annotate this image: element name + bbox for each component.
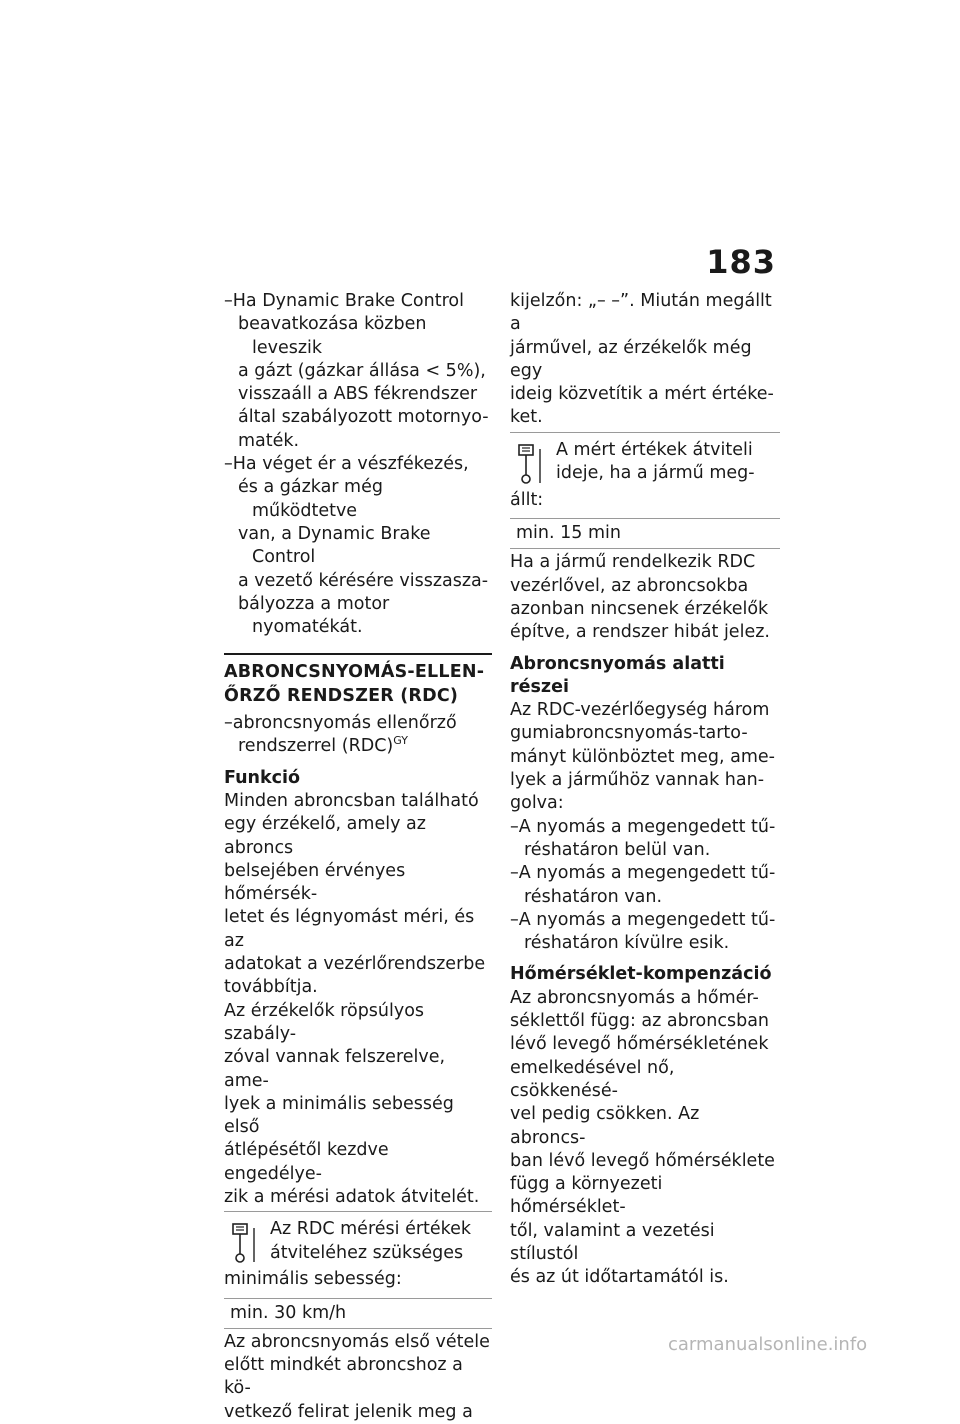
paragraph-parts: Az RDC-vezérlőegység három gumiabroncsnyomás-tarto- mányt különböztet meg, ame- lyek a járműhöz vannak han- golva: <box>510 700 775 814</box>
section-title: ABRONCSNYOMÁS-ELLEN- ŐRZŐ RENDSZER (RDC) <box>224 662 485 706</box>
dash-item-outside-tolerance: –A nyomás a megengedett tű- réshatáron kívülre esik. <box>510 909 776 954</box>
section-divider <box>224 653 492 655</box>
data-box-value: min. 30 km/h <box>224 1298 492 1328</box>
paragraph-temperature: Az abroncsnyomás a hőmér- séklettől függ: az abroncsban lévő levegő hőmérsékletének emelkedésével nő, csökkenésé- vel pedig csökken. Az abroncs- ban lévő levegő hőmérséklete függ a környezeti hőmérséklet- től, valamint a vezetési stílustól és az út időtartamától is. <box>510 987 775 1288</box>
data-box-value: min. 15 min <box>510 518 780 548</box>
data-box-min-speed: Az RDC mérési értékek átviteléhez szükséges minimális sebesség: min. 30 km/h <box>224 1211 492 1329</box>
paragraph-funkcio: Minden abroncsban található egy érzékelő, amely az abroncs belsejében érvényes hőmérsék- letet és légnyomást méri, és az adatokat a vezérlőrendszerbe továbbítja. <box>224 790 486 998</box>
right-column <box>510 290 780 1290</box>
data-box-transfer-time: A mért értékek átviteli ideje, ha a jármű meg- állt: min. 15 min <box>510 432 780 550</box>
paragraph-display: kijelzőn: „– –”. Miután megállt a járművel, az érzékelők még egy ideig közvetítik a mért értéke- ket. <box>510 291 774 428</box>
dash-item-brake-control: –Ha Dynamic Brake Control beavatkozása közben leveszik a gázt (gázkar állása < 5%), visszaáll a ABS fékrendszer által szabályozott motornyo- maték. <box>224 291 489 451</box>
dash-item-at-tolerance: –A nyomás a megengedett tű- réshatáron van. <box>510 863 776 907</box>
page-number: 183 <box>706 243 776 281</box>
tire-pressure-gauge-icon <box>230 1222 260 1268</box>
equipment-superscript: GY <box>393 734 408 748</box>
dash-item-rdc: –abroncsnyomás ellenőrző rendszerrel (RDC)$^{GY}$ <box>224 713 457 757</box>
paragraph-sensors: Az érzékelők röpsúlyos szabály- zóval vannak felszerelve, ame- lyek a minimális sebesség első átlépésétől kezdve engedélye- zik a mérési adatok átvitelét. <box>224 1000 480 1207</box>
paragraph-first-reading: Az abroncsnyomás első vétele előtt mindkét abroncshoz a kö- vetkező felirat jelenik meg a <box>224 1331 490 1422</box>
dash-item-within-tolerance: –A nyomás a megengedett tű- réshatáron belül van. <box>510 816 776 860</box>
subhead-parts: Abroncsnyomás alatti részei <box>510 653 725 697</box>
left-column <box>224 290 492 1424</box>
paragraph-no-sensors: Ha a jármű rendelkezik RDC vezérlővel, az abroncsokba azonban nincsenek érzékelők építve, a rendszer hibát jelez. <box>510 552 770 643</box>
dash-item-emergency-braking: –Ha véget ér a vészfékezés, és a gázkar még működtetve van, a Dynamic Brake Control a vezető kérésére visszasza- bályozza a motor nyomatékát. <box>224 454 489 638</box>
subhead-funkcio: Funkció <box>224 767 301 788</box>
tire-pressure-gauge-icon <box>516 443 546 489</box>
watermark: carmanualsonline.info <box>668 1334 868 1355</box>
subhead-temperature: Hőmérséklet-kompenzáció <box>510 964 772 985</box>
